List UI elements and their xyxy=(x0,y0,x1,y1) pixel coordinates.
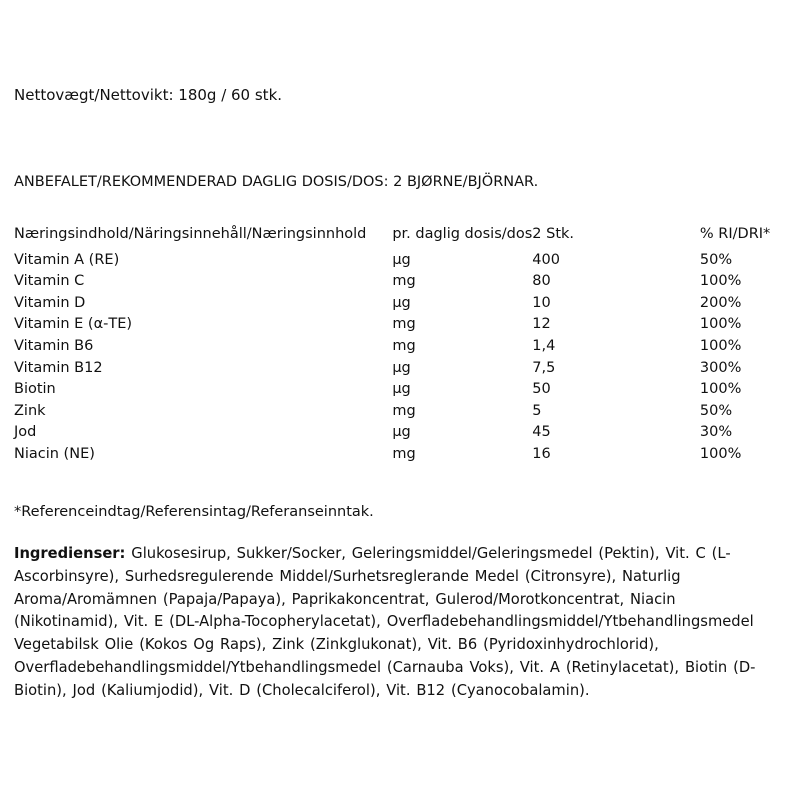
cell-nutrient-name: Niacin (NE) xyxy=(14,445,95,462)
table-row xyxy=(14,314,774,336)
cell-unit: µg xyxy=(392,294,411,311)
ingredients-label: Ingredienser: xyxy=(14,545,126,562)
cell-amount: 50 xyxy=(532,381,551,398)
cell-amount: 5 xyxy=(532,402,542,419)
cell-unit: µg xyxy=(392,251,411,268)
header-per-dose: pr. daglig dosis/dos xyxy=(392,226,533,242)
cell-nutrient-name: Vitamin C xyxy=(14,273,85,290)
header-nutrient-name: Næringsindhold/Näringsinnehåll/Næringsinnhold xyxy=(14,226,367,242)
recommended-daily-dose-text: ANBEFALET/REKOMMENDERAD DAGLIG DOSIS/DOS: 2 BJØRNE/BJÖRNAR. xyxy=(14,174,539,190)
cell-amount: 45 xyxy=(532,424,551,441)
reference-intake-footnote: *Referenceindtag/Referensintag/Referanseinntak. xyxy=(14,504,374,520)
nutrition-table-body xyxy=(14,250,774,466)
cell-reference-intake: 30% xyxy=(699,424,733,441)
table-row xyxy=(14,401,774,423)
cell-reference-intake: 200% xyxy=(699,294,742,311)
cell-reference-intake: 100% xyxy=(699,273,742,290)
table-row xyxy=(14,379,774,401)
cell-reference-intake: 100% xyxy=(699,381,742,398)
cell-amount: 16 xyxy=(532,445,551,462)
cell-reference-intake: 100% xyxy=(699,445,742,462)
cell-amount: 7,5 xyxy=(532,359,556,376)
cell-nutrient-name: Vitamin B6 xyxy=(14,337,94,354)
cell-nutrient-name: Zink xyxy=(14,402,46,419)
cell-nutrient-name: Vitamin B12 xyxy=(14,359,103,376)
cell-nutrient-name: Vitamin E (α-TE) xyxy=(14,316,133,333)
table-row xyxy=(14,271,774,293)
cell-unit: mg xyxy=(392,402,416,419)
table-row xyxy=(14,336,774,358)
cell-reference-intake: 100% xyxy=(699,337,742,354)
table-row xyxy=(14,293,774,315)
nutrition-table-header xyxy=(14,224,774,250)
net-weight-text: Nettovægt/Nettovikt: 180g / 60 stk. xyxy=(14,86,283,104)
cell-nutrient-name: Jod xyxy=(14,424,37,441)
cell-unit: mg xyxy=(392,316,416,333)
nutrition-table xyxy=(14,224,774,466)
cell-nutrient-name: Vitamin A (RE) xyxy=(14,251,120,268)
cell-reference-intake: 300% xyxy=(699,359,742,376)
ingredients-text: Glukosesirup, Sukker/Socker, Geleringsmiddel/Geleringsmedel (Pektin), Vit. C (L-Ascorbinsyre), Surhedsregulerende Middel/Surhetsreglerande Medel (Citronsyre), Naturlig Aroma/Aromämnen (Papaja/Papaya), Paprikakoncentrat, Gulerod/Morotkoncentrat, Niacin (Nikotinamid), Vit. E (DL-Alpha-Tocopherylacetat), Overfladebehandlingsmiddel/Ytbehandlingsmedel Vegetabilsk Olie (Kokos Og Raps), Zink (Zinkglukonat), Vit. B6 (Pyridoxinhydrochlorid), Overfladebehandlingsmiddel/Ytbehandlingsmedel (Carnauba Voks), Vit. A (Retinylacetat), Biotin (D-Biotin), Jod (Kaliumjodid), Vit. D (Cholecalciferol), Vit. B12 (Cyanocobalamin). xyxy=(14,545,756,699)
cell-amount: 12 xyxy=(532,316,551,333)
cell-unit: µg xyxy=(392,381,411,398)
cell-unit: mg xyxy=(392,273,416,290)
header-amount: 2 Stk. xyxy=(532,226,575,242)
table-row xyxy=(14,250,774,272)
header-reference-intake: % RI/DRI* xyxy=(699,226,771,242)
cell-nutrient-name: Vitamin D xyxy=(14,294,86,311)
table-row xyxy=(14,358,774,380)
cell-unit: µg xyxy=(392,424,411,441)
cell-amount: 10 xyxy=(532,294,551,311)
cell-reference-intake: 100% xyxy=(699,316,742,333)
table-row xyxy=(14,422,774,444)
table-row xyxy=(14,444,774,466)
cell-amount: 1,4 xyxy=(532,337,556,354)
cell-amount: 80 xyxy=(532,273,551,290)
cell-nutrient-name: Biotin xyxy=(14,381,56,398)
cell-amount: 400 xyxy=(532,251,560,268)
table-header-row xyxy=(14,224,774,250)
cell-unit: mg xyxy=(392,445,416,462)
cell-unit: mg xyxy=(392,337,416,354)
ingredients-paragraph xyxy=(14,543,780,703)
cell-unit: µg xyxy=(392,359,411,376)
cell-reference-intake: 50% xyxy=(699,251,733,268)
cell-reference-intake: 50% xyxy=(699,402,733,419)
